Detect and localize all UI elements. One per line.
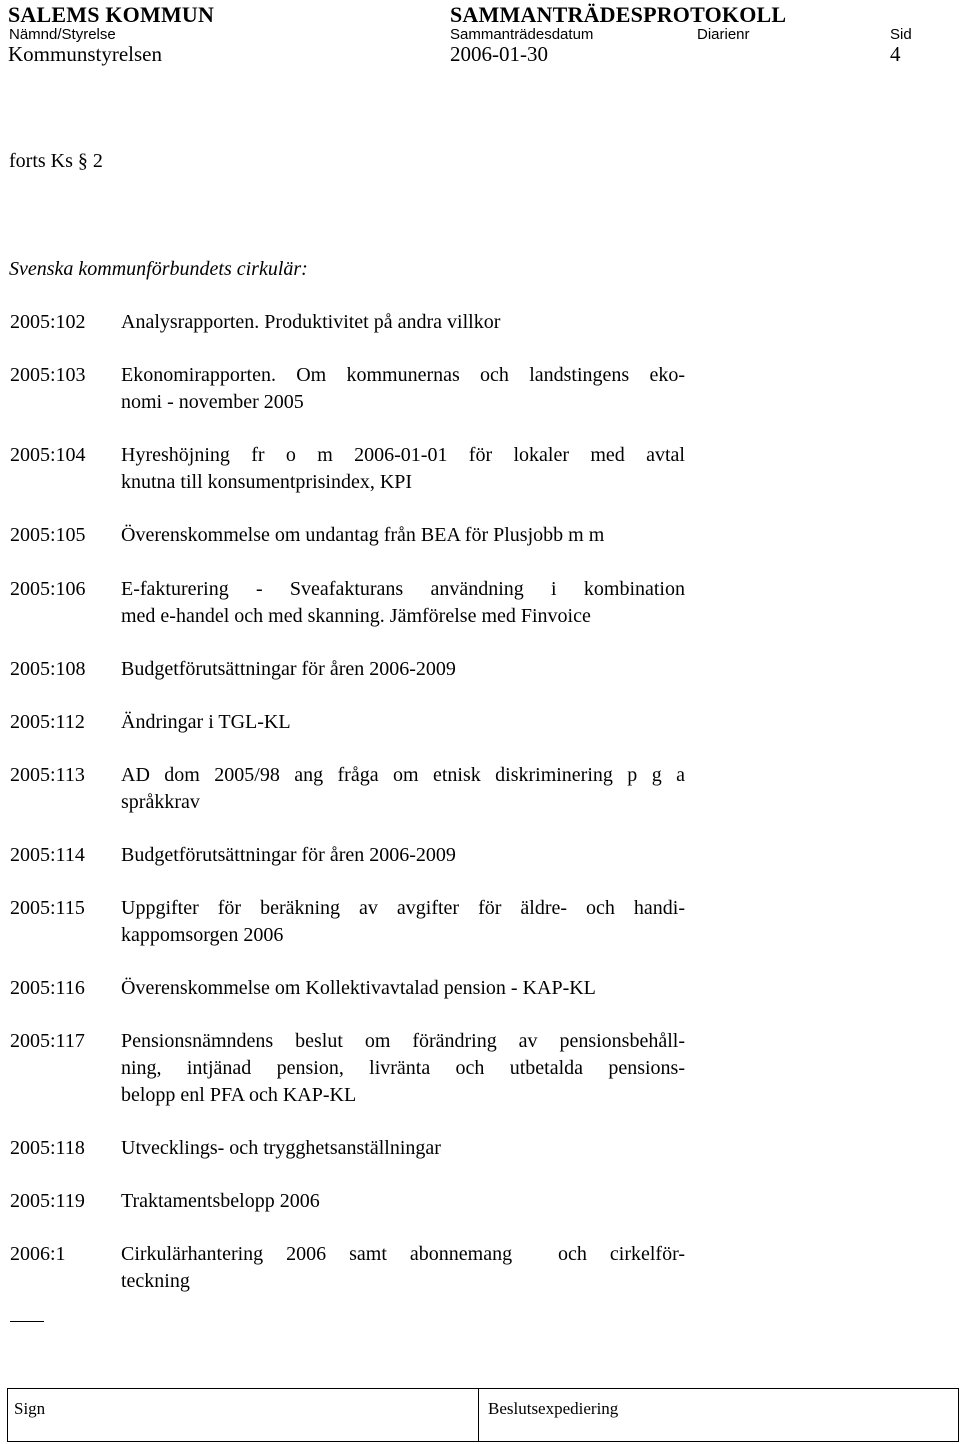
- title-line: E-fakturering - Sveafakturans användning i kombination: [121, 578, 685, 600]
- title-line: kappomsorgen 2006: [121, 924, 284, 946]
- document-type: SAMMANTRÄDESPROTOKOLL: [450, 2, 787, 27]
- circular-title: [121, 842, 685, 869]
- title-line: Överenskommelse om Kollektivavtalad pension - KAP-KL: [121, 977, 596, 999]
- circular-ref: 2005:108: [10, 658, 86, 680]
- title-line: med e-handel och med skanning. Jämförelse med Finvoice: [121, 605, 591, 627]
- title-line: Analysrapporten. Produktivitet på andra villkor: [121, 311, 501, 333]
- title-line: belopp enl PFA och KAP-KL: [121, 1084, 357, 1106]
- title-line: Uppgifter för beräkning av avgifter för äldre- och handi-: [121, 897, 685, 919]
- circular-ref: 2005:104: [10, 444, 86, 466]
- label-meeting-date: Sammanträdesdatum: [450, 26, 594, 43]
- title-line: Hyreshöjning fr o m 2006-01-01 för lokaler med avtal: [121, 444, 685, 466]
- circular-ref: 2005:119: [10, 1190, 85, 1212]
- circular-ref: 2005:103: [10, 364, 86, 386]
- section-heading: Svenska kommunförbundets cirkulär:: [9, 258, 308, 280]
- title-line: nomi - november 2005: [121, 391, 304, 413]
- circular-ref: 2005:115: [10, 897, 85, 919]
- dispatch-label: Beslutsexpediering: [488, 1399, 619, 1418]
- circular-ref: 2005:106: [10, 578, 86, 600]
- page-number: 4: [890, 42, 901, 66]
- circular-title: [121, 709, 685, 736]
- circular-title: [121, 895, 685, 949]
- circular-title: [121, 362, 685, 416]
- title-line: Traktamentsbelopp 2006: [121, 1190, 320, 1212]
- circular-title: [121, 309, 685, 336]
- label-page: Sid: [890, 26, 912, 43]
- circular-title: [121, 975, 685, 1002]
- circular-ref: 2005:112: [10, 711, 85, 733]
- circular-title: [121, 1028, 685, 1109]
- circular-title: [121, 1188, 685, 1215]
- meeting-date-value: 2006-01-30: [450, 42, 548, 66]
- circular-ref: 2006:1: [10, 1243, 66, 1265]
- circular-title: [121, 1241, 685, 1295]
- label-diary-number: Diarienr: [697, 26, 750, 43]
- circular-title: [121, 762, 685, 816]
- sign-label: Sign: [14, 1399, 46, 1418]
- circular-ref: 2005:118: [10, 1137, 85, 1159]
- circular-ref: 2005:105: [10, 524, 86, 546]
- body-value: Kommunstyrelsen: [8, 42, 162, 66]
- end-rule: [10, 1321, 44, 1322]
- title-line: Cirkulärhantering 2006 samt abonnemang och cirkelför-: [121, 1243, 685, 1265]
- title-line: AD dom 2005/98 ang fråga om etnisk diskriminering p g a: [121, 764, 685, 786]
- title-line: Budgetförutsättningar för åren 2006-2009: [121, 844, 456, 866]
- circular-ref: 2005:113: [10, 764, 85, 786]
- title-line: teckning: [121, 1270, 190, 1292]
- title-line: språkkrav: [121, 791, 200, 813]
- continuation-label: forts Ks § 2: [9, 150, 103, 172]
- municipality-name: SALEMS KOMMUN: [8, 2, 215, 27]
- circular-ref: 2005:116: [10, 977, 85, 999]
- signature-footer: [7, 1388, 959, 1442]
- title-line: Pensionsnämndens beslut om förändring av pensionsbehåll-: [121, 1030, 685, 1052]
- title-line: ning, intjänad pension, livränta och utbetalda pensions-: [121, 1057, 685, 1079]
- circular-title: [121, 1135, 685, 1162]
- circular-ref: 2005:117: [10, 1030, 85, 1052]
- circular-ref: 2005:114: [10, 844, 85, 866]
- circular-title: [121, 442, 685, 496]
- footer-divider: [478, 1389, 479, 1441]
- label-body: Nämnd/Styrelse: [9, 26, 116, 43]
- title-line: Ekonomirapporten. Om kommunernas och landstingens eko-: [121, 364, 685, 386]
- circular-title: [121, 522, 685, 549]
- circular-title: [121, 576, 685, 630]
- title-line: Utvecklings- och trygghetsanställningar: [121, 1137, 441, 1159]
- title-line: Överenskommelse om undantag från BEA för Plusjobb m m: [121, 524, 605, 546]
- circular-ref: 2005:102: [10, 311, 86, 333]
- title-line: Budgetförutsättningar för åren 2006-2009: [121, 658, 456, 680]
- circular-title: [121, 656, 685, 683]
- title-line: Ändringar i TGL-KL: [121, 711, 291, 733]
- title-line: knutna till konsumentprisindex, KPI: [121, 471, 413, 493]
